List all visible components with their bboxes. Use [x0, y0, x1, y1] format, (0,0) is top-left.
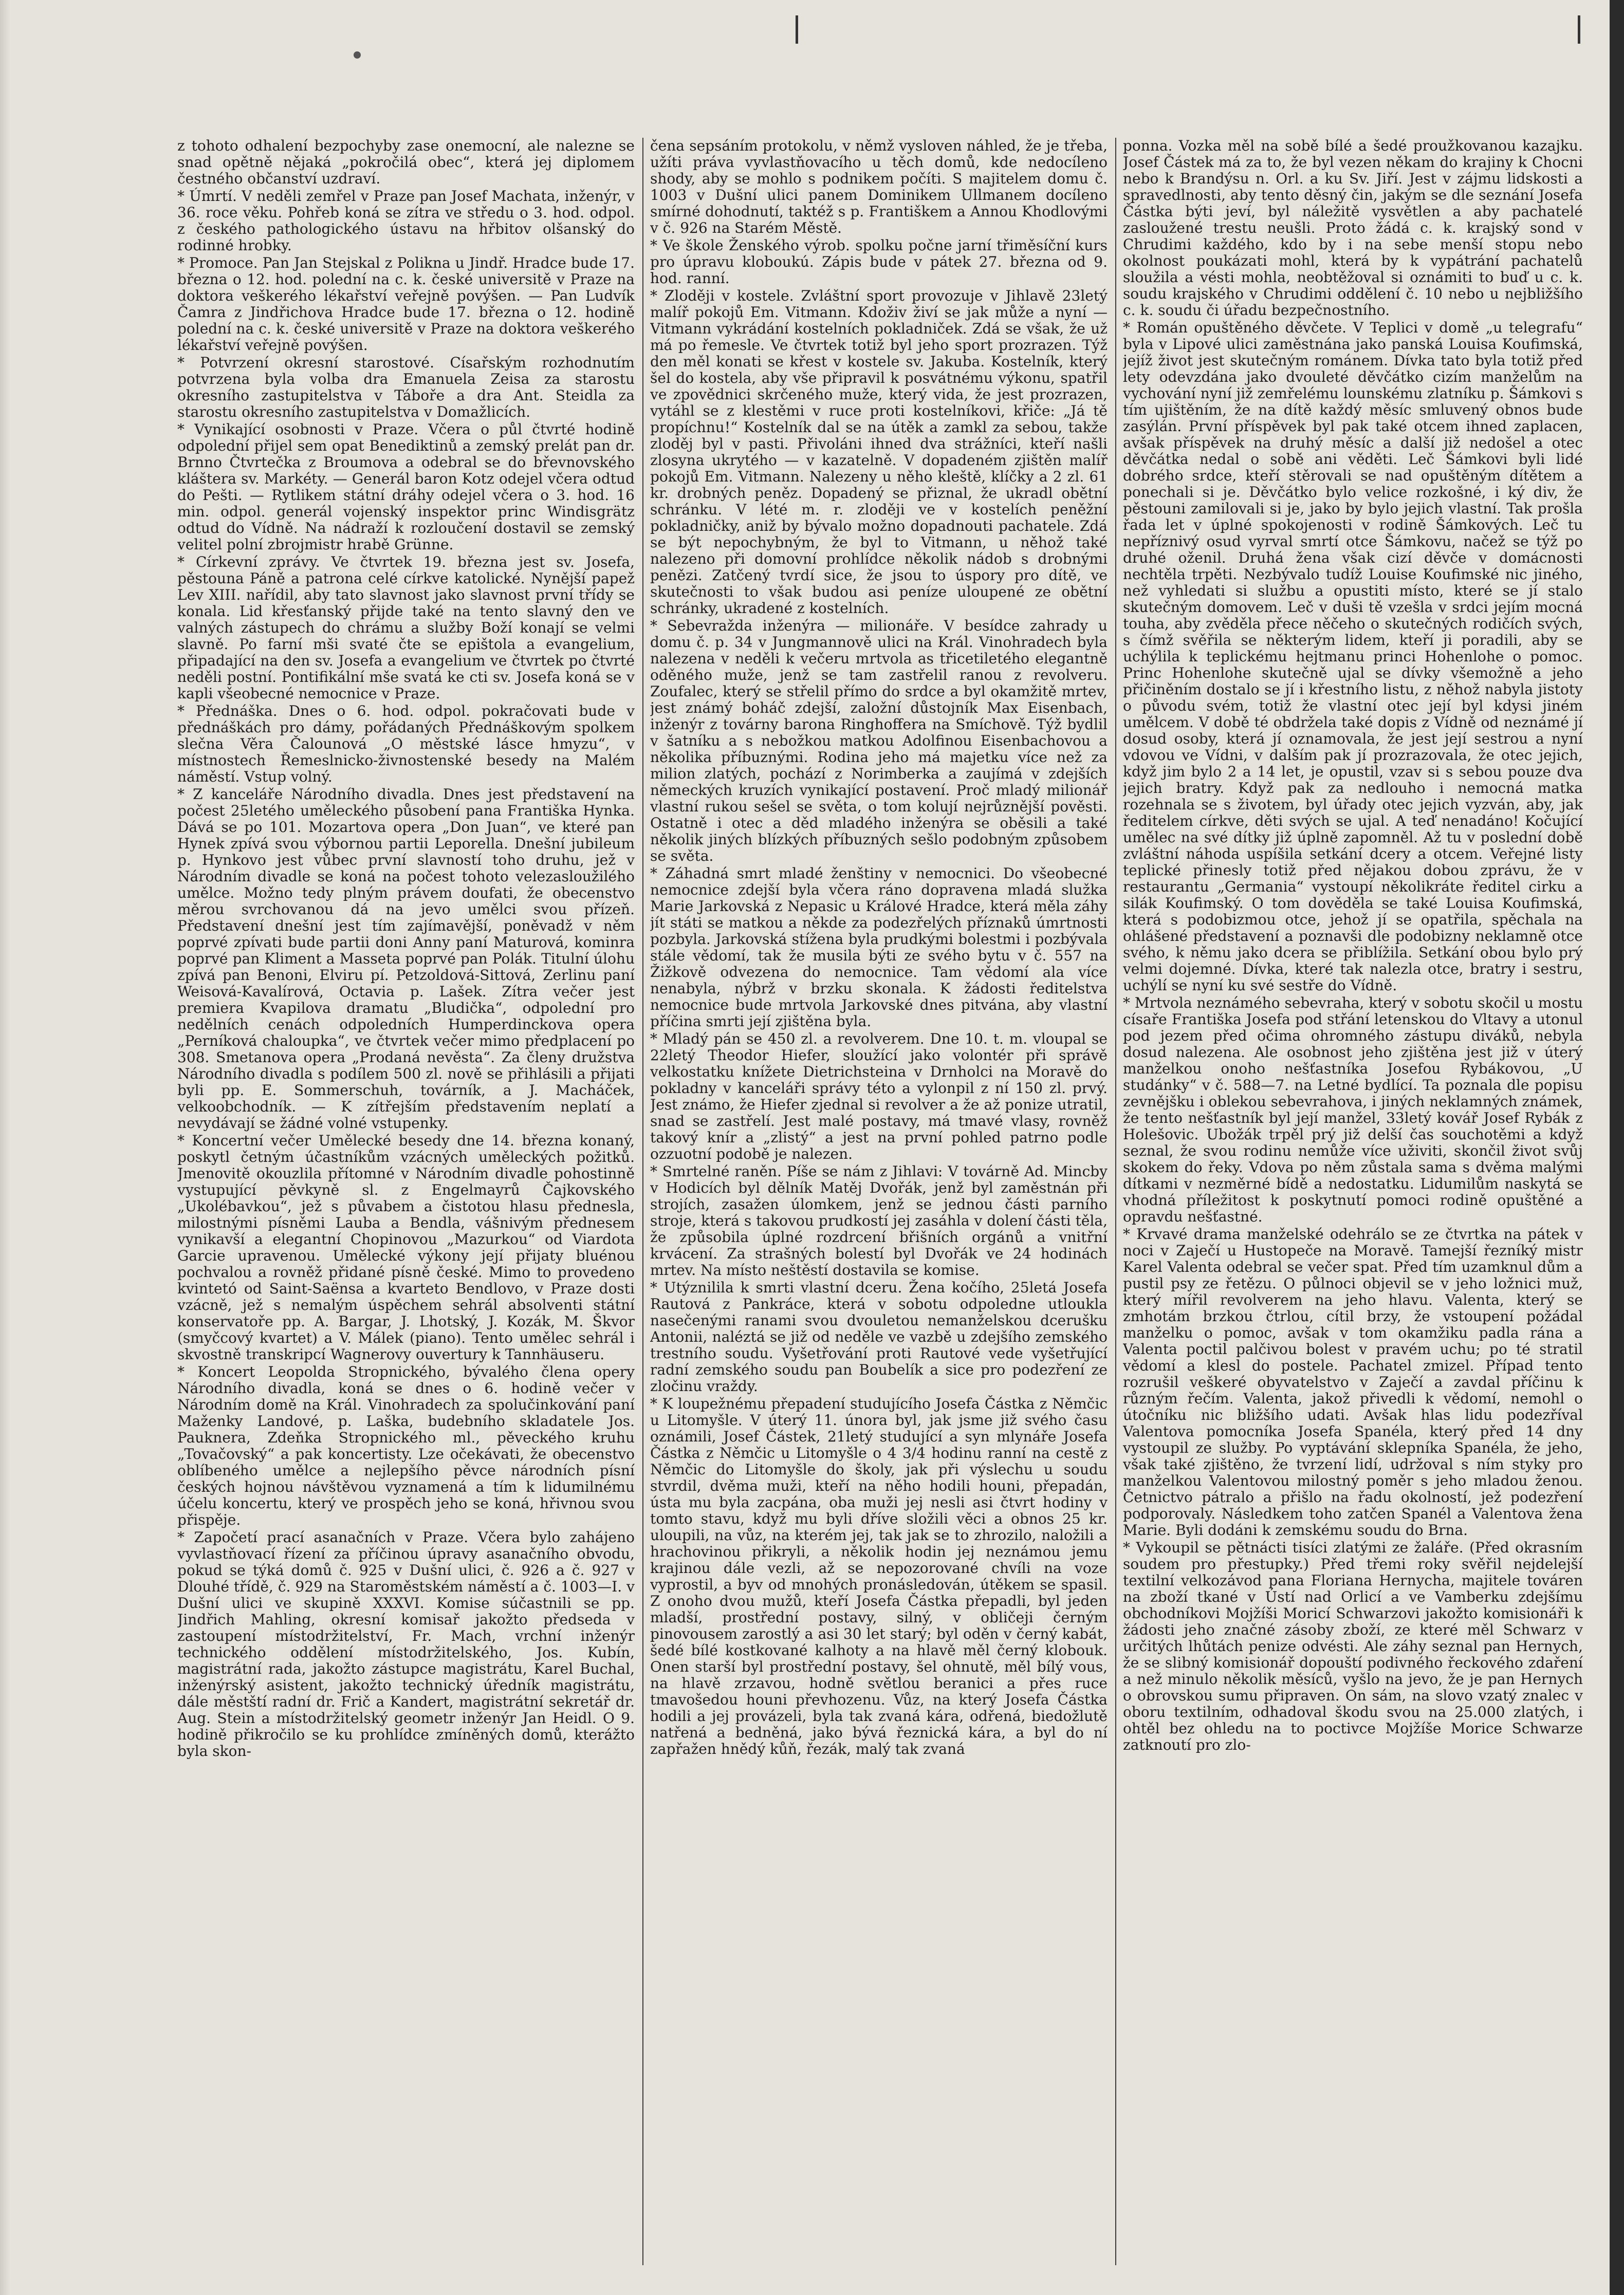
article-paragraph: * Sebevražda inženýra — milionáře. V besídce zahrady u domu č. p. 34 v Jungmannově ulici na Král. Vinohradech byla nalezena v neděli k večeru mrtvola as třicetiletého elegantně oděného muže, jenž se tam zastřelil ranou z revolveru. Zoufalec, který se střelil přímo do srdce a byl okamžitě mrtev, jest známý boháč zdejší, založní důstojník Max Eisenbach, inženýr z továrny barona Ringhoffera na Smíchově. Týž bydlil v šatníku a s nebožkou matkou Adolfinou Eisenbachovou a několika příbuznými. Rodina jeho má majetku více než za milion zlatých, pochází z Norimberka a zaujímá v zdejších německých kruzích vynikající postavení. Proč mladý milionář vlastní rukou sešel se světa, o tom kolují nejrůznější pověsti. Ostatně i otec a děd mladého inženýra se oběsili a také několik jiných blízkých příbuzných sešlo podobným způsobem se světa.	[650, 617, 1108, 864]
article-paragraph: * Utýznilila k smrti vlastní dceru. Žena kočího, 25letá Josefa Rautová z Pankráce, která v sobotu odpoledne utloukla nasečenými ranami svou dvouletou nemanželskou dcerušku Antonii, naléztá se již od neděle ve vazbě u zdejšího zemského trestního soudu. Vyšetřování proti Rautové vede vyšetřující radní zemského soudu pan Boubelík a sice pro podezření ze zločinu vraždy.	[650, 1279, 1108, 1395]
fold-mark-right	[1578, 15, 1580, 44]
article-paragraph: čena sepsáním protokolu, v němž vysloven náhled, že je třeba, užíti práva vyvlastňovacího u těch domů, kde nedocíleno shody, aby se mohlo s podnikem počíti. S majitelem domu č. 1003 v Dušní ulici panem Dominikem Ullmanem docíleno smírné dohodnutí, taktéž s p. Františkem a Annou Khodlovými v č. 926 na Starém Městě.	[650, 138, 1108, 236]
column-divider	[1115, 138, 1116, 2265]
article-paragraph: * Započetí prací asanačních v Praze. Včera bylo zahájeno vyvlastňovací řízení za příčinou úpravy asanačního obvodu, pokud se týká domů č. 925 v Dušní ulici, č. 926 a č. 927 v Dlouhé třídě, č. 929 na Staroměstském náměstí a č. 1003—I. v Dušní ulici ve skupině XXXVI. Komise súčastnili se pp. Jindřich Mahling, okresní komisař jakožto předseda v zastoupení místodržitelství, Fr. Mach, vrchní inženýr technického oddělení místodržitelského, Jos. Kubín, magistrátní rada, jakožto zástupce magistrátu, Karel Buchal, inženýrský asistent, jakožto technický úředník magistrátu, dále městští radní dr. Frič a Kandert, magistrátní sekretář dr. Aug. Stein a místodržitelský geometr inženýr Jan Heidl. O 9. hodině přikročilo se ku prohlídce zmíněných domů, kterážto byla skon-	[177, 1529, 635, 1760]
article-paragraph: * Promoce. Pan Jan Stejskal z Polikna u Jindř. Hradce bude 17. března o 12. hod. polední na c. k. české universitě v Praze na doktora veškerého lékařství veřejně povýšen. — Pan Ludvík Čamra z Jindřichova Hradce bude 17. března o 12. hodině polední na c. k. české universitě v Praze na doktora veškerého lékařství veřejně povýšen.	[177, 254, 635, 354]
article-paragraph: * Román opuštěného děvčete. V Teplici v domě „u telegrafu“ byla v Lipové ulici zaměstnána jako panská Louisa Koufimská, jejíž život jest skutečným románem. Dívka tato byla totiž před lety odevzdána jako dvouleté děvčátko cizím manželům na vychování nyní již zemřelému lounskému zlatníku p. Šámkovi s tím ujištěním, že na dítě každý měsíc smluvený obnos bude zasýlán. První příspěvek byl pak také otcem ihned zaplacen, avšak příspěvek na druhý měsíc a další již nedošel a otec děvčátka nedal o sobě ani věděti. Leč Šámkovi byli lidé dobrého srdce, kteří stěrovali se nad opuštěným dítětem a ponechali si je. Děvčátko bylo velice rozkošné, i ký div, že pěstouni zamilovali si je, jako by bylo jejich vlastní. Tak prošla řada let v úplné spokojenosti v rodině Šámkových. Leč tu nepříznivý osud vyrval smrtí otce Šámkovu, načež se týž po druhé oženil. Druhá žena však cizí děvče v domácnosti nechtěla trpěti. Nezbývalo tudíž Louise Koufimské nic jiného, než vyhledati si službu a opustiti místo, které se jí stalo skutečným domovem. Leč v duši tě vzešla v srdci jejím mocná touha, aby zvěděla přece něčeho o skutečných rodičích svých, s čímž svěřila se některým lidem, kteří ji poradili, aby se uchýlila k teplickému hejtmanu princi Hohenlohe o pomoc. Princ Hohenlohe skutečně ujal se dívky všemožně a jeho přičiněním dostalo se jí i křestního listu, z něhož nabyla jistoty o původu svém, totiž že vlastní otec její byl kdysi jiném umělcem. V době té obdržela také dopis z Vídně od neznámé jí dosud osoby, která jí oznamovala, že jest její sestrou a nyní vdovou ve Vídni, v dalším pak jí prozrazovala, že otec jejich, když jim bylo 2 a 14 let, je opustil, vzav si s sebou pouze dva jejich bratry. Když pak za nedlouho i nemocná matka rozehnala se s životem, byl úřady otec jejich vyzván, aby, jak ředitelem církve, děti svých se ujal. A teď nenadáno! Kočující umělec na své dítky již úplně zapomněl. Až tu v poslední době zvláštní náhoda uspíšila setkání dcery a otcem. Veřejné listy teplické přinesly totiž před nějakou dobou zprávu, že v restaurantu „Germania“ vystoupí několikráte ředitel cirku a silák Koufimský. O tom dověděla se také Louisa Koufimská, která s podobizmou otce, jehož jí se opatřila, spěchala na ohlášené představení a poznavši dle podobizny neklamně otce svého, k němu jako dcera se přiblížila. Setkání obou bylo prý velmi dojemné. Dívka, které tak nalezla otce, bratry i sestru, uchýlí se nyní ku své sestře do Vídně.	[1123, 319, 1583, 994]
punch-hole-mark	[354, 51, 361, 59]
article-paragraph: * Přednáška. Dnes o 6. hod. odpol. pokračovati bude v přednáškách pro dámy, pořádaných Přednáškovým spolkem slečna Věra Čalounová „O městské lásce hmyzu“, v místnostech Řemeslnicko-živnostenské besedy na Malém náměstí. Vstup volný.	[177, 702, 635, 785]
column-2	[650, 138, 1108, 2265]
column-1	[177, 138, 635, 2265]
article-paragraph: * Z kanceláře Národního divadla. Dnes jest představení na počest 25letého uměleckého působení pana Františka Hynka. Dává se po 101. Mozartova opera „Don Juan“, ve které pan Hynek zpívá svou výbornou partii Leporella. Dnešní jubileum p. Hynkovo jest vůbec první slavností toho druhu, jež v Národním divadle se koná na počest tohoto velezasloužilého umělce. Možno tedy plným právem doufati, že obecenstvo měrou svrchovanou dá na jevo umělci svou přízeň. Představení dnešní jest tím zajímavější, poněvadž v něm poprvé zpívati bude partii doni Anny paní Maturová, kominra poprvé pan Kliment a Masseta poprvé pan Polák. Titulní úlohu zpívá pan Benoni, Elviru pí. Petzoldová-Sittová, Zerlinu paní Weisová-Kavalírová, Octavia p. Lašek. Zítra večer jest premiera Kvapilova dramatu „Bludička“, odpolední pro nedělních cenách odpoledních Humperdinckova opera „Perníková chaloupka“, ve čtvrtek večer mimo předplacení po 308. Smetanova opera „Prodaná nevěsta“. Za členy družstva Národního divadla s podílem 500 zl. nově se přihlásili a přijati byli pp. E. Sommerschuh, továrník, a J. Macháček, velkoobchodník. — K zítřejším představením neplatí a nevydávají se žádné volné vstupenky.	[177, 786, 635, 1132]
article-paragraph: * Církevní zprávy. Ve čtvrtek 19. března jest sv. Josefa, pěstouna Páně a patrona celé církve katolické. Nynější papež Lev XIII. nařídil, aby tato slavnost jako slavnost první třídy se konala. Lid křesťanský přijde také na tento slavný den ve valných zástupech do chrámu a služby Boží konají se velmi slavně. Po farní mši svaté čte se epištola a evangelium, připadající na den sv. Josefa a evangelium ve čtvrtek po čtvrté neděli postní. Pontifikální mše svatá ke cti sv. Josefa koná se v kapli všeobecné nemocnice v Praze.	[177, 553, 635, 702]
article-paragraph: * Záhadná smrt mladé ženštiny v nemocnici. Do všeobecné nemocnice zdejší byla včera ráno dopravena mladá služka Marie Jarkovská z Nepasic u Králové Hradce, která měla záhy jít státi se matkou a někde za podezřelých příznaků úmrtnosti pozbyla. Jarkovská stížena byla prudkými bolestmi i pozbývala stále vědomí, tak že musila býti ze svého bytu v č. 557 na Žižkově odvezena do nemocnice. Tam vědomí ala více nenabyla, nýbrž v brzku skonala. K žádosti ředitelstva nemocnice bude mrtvola Jarkovské dnes pitvána, aby vlastní příčina smrti její zjištěna byla.	[650, 865, 1108, 1030]
column-3	[1123, 138, 1583, 2265]
article-paragraph: z tohoto odhalení bezpochyby zase onemocní, ale nalezne se snad opětně nějaká „pokročilá obec“, která jej diplomem čestného občanství uzdraví.	[177, 138, 635, 187]
article-paragraph: * Krvavé drama manželské odehrálo se ze čtvrtka na pátek v noci v Zaječí u Hustopeče na Moravě. Tamejší řezníký mistr Karel Valenta odebral se večer spat. Před tím uzamknul dům a pustil psy ze řetězu. O půlnoci objevil se v jeho ložnici muž, který mířil revolverem na jeho hlavu. Valenta, který se zmhotám brzkou čtrlou, cítil brzy, že vstoupení požádal manželku o pomoc, avšak v tom okamžiku padla rána a Valenta poctil palčivou bolest v pravém uchu; po té stratil vědomí a klesl do postele. Pachatel zmizel. Případ tento rozrušil veškeré obyvatelstvo v Zaječí a zavdal příčinu k různým řečím. Valenta, jakož přivedli k vědomí, nemohl o útočníku nic bližšího udati. Avšak hlas lidu podezříval Valentova pomocníka Josefa Spanéla, který před 14 dny vystoupil ze služby. Po vyptávání sklepníka Spanéla, že jeho, však také zjištěno, že tvrzení lidí, udržoval s ním styky pro manželkou Valentovou milostný poměr s jeho mladou ženou. Četnictvo pátralo a přišlo na řadu okolností, jež podezření podporovaly. Následkem toho zatčen Spanél a Valentova žena Marie. Byli dodáni k zemskému soudu do Brna.	[1123, 1226, 1583, 1539]
article-paragraph: * Potvrzení okresní starostové. Císařským rozhodnutím potvrzena byla volba dra Emanuela Zeisa za starostu okresního zastupitelstva v Táboře a dra Ant. Steidla za starostu okresního zastupitelstva v Domažlicích.	[177, 354, 635, 420]
article-paragraph: * Koncert Leopolda Stropnického, bývalého člena opery Národního divadla, koná se dnes o 6. hodině večer v Národním domě na Král. Vinohradech za spolučinkování paní Maženky Landové, p. Laška, budebního skladatele Jos. Pauknera, Zdeňka Stropnického ml., pěveckého kruhu „Tovačovský“ a pak koncertisty. Lze očekávati, že obecenstvo oblíbeného umělce a nejlepšího pěvce národních písní českých hojnou návštěvou vyznamená a tím k lidumilnému účelu koncertu, který ve prospěch jeho se koná, hřivnou svou přispěje.	[177, 1363, 635, 1528]
article-paragraph: * Zloději v kostele. Zvláštní sport provozuje v Jihlavě 23letý malíř pokojů Em. Vitmann. Kdoživ živí se jak může a nyní — Vitmann vykrádání kostelních pokladniček. Zdá se však, že už má po řemesle. Ve čtvrtek totiž byl jeho sport prozrazen. Týž den měl konati se křest v kostele sv. Jakuba. Kostelník, který šel do kostela, aby vše připravil k posvátnému výkonu, spatřil ve zpovědnici skrčeného muže, který vida, že jest prozrazen, vytáhl se z klestěmi v ruce proti kostelníkovi, křiče: „Já tě propíchnu!“ Kostelník dal se na útěk a zamkl za sebou, takže zloděj byl v pasti. Přivoláni ihned dva strážníci, kteří našli zlosyna ukrytého — v kazatelně. V dopadeném zjištěn malíř pokojů Em. Vitmann. Nalezeny u něho kleště, klíčky a 2 zl. 61 kr. drobných peněz. Dopadený se přiznal, že ukradl obětní schránku. V lété m. r. zloději ve v kostelích peněžní pokladničky, aniž by bývalo možno dopadnouti pachatele. Zdá se být nepochybným, že byl to Vitmann, u něhož také nalezeno při domovní prohlídce několik nádob s drobnými penězi. Zatčený tvrdí sice, že jsou to úspory pro dítě, ve skutečnosti to však budou asi peníze uloupené ze obětní schránky, ukradené z kostelních.	[650, 287, 1108, 617]
article-paragraph: * Mladý pán se 450 zl. a revolverem. Dne 10. t. m. vloupal se 22letý Theodor Hiefer, sloužící jako volontér při správě velkostatku knížete Dietrichsteina v Drnholci na Moravě do pokladny v kanceláři správy této a vylonpil z ní 150 zl. prvý. Jest známo, že Hiefer zjednal si revolver a že až ponize utratil, snad se zastřelí. Jest malé postavy, má tmavé vlasy, rovněž takový knír a „zlistý“ a jest na první pohled patrno podle ozzuotní podobě je nalezen.	[650, 1030, 1108, 1162]
article-paragraph: * Mrtvola neznámého sebevraha, který v sobotu skočil u mostu císaře Františka Josefa pod střání letenskou do Vltavy a utonul pod jezem před očima ohromného zástupu diváků, nebyla dosud nalezena. Ale osobnost jeho zjištěna jest již v úterý manželkou onoho nešťastníka Josefou Rybákovou, „U studánky“ v č. 588—7. na Letné bydlící. Ta poznala dle popisu zevnějšku i oblekou sebevrahova, i jiných neklamných známek, že tento nešťastník byl její manžel, 33letý kovář Josef Rybák z Holešovic. Ubožák trpěl prý již delší čas souchotěmi a když seznal, že svou rodinu nemůže více uživiti, skončil život svůj skokem do řeky. Vdova po něm zůstala sama s dvěma malými dítkami v nezměrné bídě a nedostatku. Lidumilům naskytá se vhodná příležitost k poskytnutí pomoci rodině opuštěné a opravdu nešťastné.	[1123, 994, 1583, 1225]
article-columns	[177, 138, 1588, 2265]
article-paragraph: * Vykoupil se pětnácti tisíci zlatými ze žaláře. (Před okrasním soudem pro přestupky.) Před třemi roky svěřil nejdelejší textilní velkozávod pana Floriana Hernycha, majitele továren na zboží tkané v Ústí nad Orlicí a ve Vamberku zdejšímu obchodníkovi Mojžíši Moricí Schwarzovi jakožto komisionáři k žádosti jeho značné zásoby zboží, ze které měl Schwarz v určitých lhůtách penize odvésti. Ale záhy seznal pan Hernych, že se slibný komisionář dopouští podivného řeckového zdaření a než minulo několik měsíců, vyšlo na jevo, že je pan Hernych o obrovskou sumu připraven. On sám, na slovo vzatý znalec v oboru textilním, odhadoval škodu svou na 25.000 zlatých, i ohtěl bez ohledu na to poctivce Mojžíše Morice Schwarze zatknoutí pro zlo-	[1123, 1539, 1583, 1753]
fold-mark	[796, 15, 798, 44]
article-paragraph: * Koncertní večer Umělecké besedy dne 14. března konaný, poskytl četným účastníkům vzácných uměleckých požitků. Jmenovitě okouzlila přítomné v Národním divadle pohostinně vystupující pěvkyně sl. z Engelmayrů Čajkovského „Ukolébavkou“, jež s půvabem a čistotou hlasu přednesla, milostnými písněmi Lauba a Bendla, vášnivým přednesem vynikavší a elegantní Chopinovou „Mazurkou“ od Viardota Garcie upravenou. Umělecké výkony její přijaty bluénou pochvalou a rovněž přidané písně české. Mimo to provedeno kvintetó od Saint-Saënsa a kvarteto Bendlovo, v Praze dosti vzácně, jež s nemalým úspěchem sehrál absolventi státní konservatoře pp. A. Bargar, J. Lhotský, J. Kozák, M. Škvor (smyčcový kvartet) a V. Málek (piano). Tento umělec sehrál i skvostně transkripcí Wagnerovy ouvertury k Tannhäuseru.	[177, 1132, 635, 1363]
article-paragraph: * K loupežnému přepadení studujícího Josefa Částka z Němčic u Litomyšle. V úterý 11. února byl, jak jsme již svého času oznámili, Josef Částek, 21letý studující a syn mlynáře Josefa Částka z Němčic u Litomyšle o 4 3/4 hodinu ranní na cestě z Němčic do Litomyšle do školy, jak při výslechu u soudu stvrdil, dvěma muži, kteří na něho hodili houni, přepadán, ústa mu byla zacpána, oba muži jej nesli asi čtvrt hodiny v tomto stavu, když mu byli dříve složili věci a obnos 25 kr. uloupili, na vůz, na kterém jej, tak jak se to zhrozilo, naložili a hrachovinou přikryli, a několik hodin jej neznámou jemu krajinou dále vezli, až se nepozorované chvíli na voze vyprostil, a byv od mnohých pronásledován, útěkem se spasil. Z onoho dvou mužů, kteří Josefa Částka přepadli, byl jeden mladší, prostřední postavy, silný, v obličeji černým pinovousem zarostlý a asi 30 let starý; byl oděn v černý kabát, šedé bílé kostkované kalhoty a na hlavě měl černý klobouk. Onen starší byl prostřední postavy, šel ohnutě, měl bílý vous, na hlavě zrzavou, hodně světlou beranici a přes ruce tmavošedou houni převhozenu. Vůz, na který Josefa Částka hodili a jej provázeli, byla tak zvaná kára, odřená, biedožlutě natřená a bedněná, jako bývá řeznická kára, a byl do ní zapřažen hnědý kůň, řezák, malý tak zvaná	[650, 1395, 1108, 1757]
article-paragraph: * Úmrtí. V neděli zemřel v Praze pan Josef Machata, inženýr, v 36. roce věku. Pohřeb koná se zítra ve středu o 3. hod. odpol. z českého pathologického ústavu na hřbitov olšanský do rodinné hrobky.	[177, 188, 635, 254]
page-edge-right	[1610, 0, 1624, 2295]
article-paragraph: ponna. Vozka měl na sobě bílé a šedé proužkovanou kazajku. Josef Částek má za to, že byl vezen někam do krajiny k Chocni nebo k Brandýsu n. Orl. a ku Sv. Jiří. Jest v zájmu lidskosti a spravedlnosti, aby tento děsný čin, jakým se dle seznání Josefa Částka býti jeví, byl náležitě vysvětlen a aby pachatelé zasloužené trestu neušli. Proto žádá c. k. krajský sond v Chrudimi každého, kdo by i na sebe menší stopu nebo okolnost poukázati mohl, která by k vypátrání pachatelů sloužila a vésti mohla, neobtěžoval si oznámiti to buď u c. k. soudu krajského v Chrudimi oddělení č. 10 nebo u nejbližšího c. k. soudu či úřadu bezpečnostního.	[1123, 138, 1583, 319]
article-paragraph: * Smrtelné raněn. Píše se nám z Jihlavi: V továrně Ad. Mincby v Hodicích byl dělník Matěj Dvořák, jenž byl zaměstnán při strojích, zasažen úlomkem, jenž se jednou části parního stroje, která s takovou prudkostí jej zasáhla v dolení části těla, že způsobila úplné rozdrcení břišních orgánů a vnitřní krvácení. Za strašných bolestí byl Dvořák ve 24 hodinách mrtev. Na místo neštěstí dostavila se komise.	[650, 1163, 1108, 1279]
article-paragraph: * Ve škole Ženského výrob. spolku počne jarní třiměsíční kurs pro úpravu kloboukú. Zápis bude v pátek 27. března od 9. hod. ranní.	[650, 237, 1108, 287]
column-divider	[642, 138, 643, 2265]
page-edge-left	[0, 0, 10, 2295]
article-paragraph: * Vynikající osobnosti v Praze. Včera o půl čtvrté hodině odpolední přijel sem opat Benediktinů a zemský prelát pan dr. Brnno Čtvrtečka z Broumova a odebral se do břevnovského kláštera sv. Markéty. — Generál baron Kotz odejel včera odtud do Pešti. — Rytlikem státní dráhy odejel včera o 3. hod. 16 min. odpol. generál vojenský inspektor princ Windisgrätz odtud do Vídně. Na nádraží k rozloučení dostavil se zemský velitel polní zbrojmistr hrabě Grünne.	[177, 421, 635, 553]
